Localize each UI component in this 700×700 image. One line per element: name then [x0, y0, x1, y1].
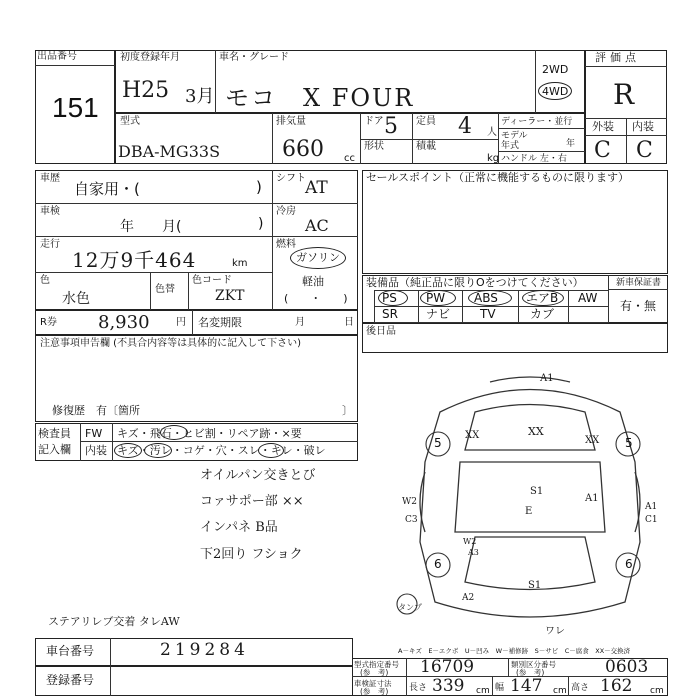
color-label: 色 [40, 275, 50, 286]
drive-4wd-circle [538, 82, 572, 100]
equip-ps: PS [382, 291, 397, 305]
recycle-box [35, 310, 358, 335]
size-sub: (参 考) [360, 687, 389, 696]
diag-mark-s1-rear: S1 [528, 580, 542, 591]
width-unit: cm [553, 686, 567, 696]
diag-mark-c3: C3 [405, 515, 418, 525]
ext-value: C [594, 138, 611, 163]
type-num-sub: (参 考) [360, 668, 389, 677]
int-value: C [636, 138, 653, 163]
note-line2: コァサポー部 ×× [200, 494, 304, 509]
lot-label: 出品番号 [37, 51, 77, 62]
color-code-value: ZKT [215, 288, 245, 304]
diag-mark-w2-inner: W2 [463, 537, 477, 546]
inspector-tag2: 内装 [85, 444, 107, 457]
mark-circle-3 [144, 443, 172, 458]
equip-navi: ナビ [426, 307, 451, 321]
diag-mark-a1-right: A1 [585, 493, 599, 504]
ext-label: 外装 [592, 120, 614, 133]
model-value: DBA-MG33S [118, 142, 221, 161]
mileage-unit: km [232, 258, 248, 269]
model-label: 型式 [120, 116, 140, 127]
color-code-label: 色コード [192, 275, 232, 286]
note-line1: オイルパン交きとび [200, 468, 316, 483]
equip-ps-circle [378, 290, 408, 306]
type-num-label: 型式指定番号 [354, 660, 399, 669]
door-value: 5 [384, 114, 398, 139]
width-value: 147 [510, 676, 543, 696]
eval-value: R [613, 78, 635, 111]
repair-close: 〕 [342, 404, 353, 417]
mark-circle-2 [114, 443, 142, 458]
fuel-other: ( ・ ) [284, 292, 348, 305]
equip-sr: SR [382, 307, 398, 321]
diag-mark-s1-center: S1 [530, 486, 544, 497]
mark-circle-4 [258, 443, 284, 458]
load-unit: kg [487, 153, 500, 164]
cap-unit: 人 [487, 127, 497, 138]
length-label: 長さ [409, 683, 428, 693]
ac-value: AC [305, 216, 329, 235]
warranty-label: 新車保証書 [616, 278, 662, 288]
term-day: 日 [344, 317, 354, 328]
reg-label: 初度登録年月 [120, 52, 180, 63]
equip-airbag: エアB [526, 291, 559, 305]
diag-mark-xx-2: XX [465, 430, 480, 441]
history-label: 車歴 [40, 173, 60, 184]
note-line4: 下2回り フショク [200, 547, 303, 562]
disp-value: 660 [282, 137, 324, 162]
color-value: 水色 [62, 291, 90, 307]
model-year-label: モデル [501, 131, 528, 141]
history-value: 自家用・( [74, 180, 140, 198]
inspector-tag1: FW [85, 427, 103, 440]
diag-mark-w2-left: W2 [402, 497, 417, 507]
car-label: 車名・グレード [219, 52, 289, 63]
diag-circle-5-right: 5 [625, 436, 633, 450]
diag-mark-xx-1: XX [528, 425, 544, 438]
remarks-box [362, 323, 668, 353]
reg-month: 3月 [185, 86, 215, 107]
height-value: 162 [600, 676, 633, 696]
ac-label: 冷房 [276, 206, 296, 217]
term-label: 名変期限 [198, 316, 242, 329]
diag-mark-xx-3: XX [585, 435, 600, 446]
diag-mark-a1-far-right: A1 [645, 502, 658, 512]
type-num-value: 16709 [420, 657, 475, 677]
reg-value: H25 [122, 78, 170, 103]
car-value: モコ X FOUR [225, 84, 415, 112]
diag-mark-a2-rear: A2 [462, 593, 475, 603]
disp-unit: cc [344, 153, 355, 164]
diag-mark-a1-top: A1 [540, 373, 554, 384]
inspection-value: 年 月( [120, 219, 182, 235]
recycle-unit: 円 [176, 317, 186, 328]
diag-mark-c1: C1 [645, 515, 658, 525]
equip-airbag-circle [522, 290, 564, 306]
model-year-label2: 年式 [501, 141, 520, 151]
handle-label: ハンドル 左・右 [501, 154, 567, 164]
class-num-value: 0603 [605, 657, 649, 677]
wheel-circles [397, 432, 640, 614]
equip-pw-circle [420, 290, 456, 306]
diag-circle-5-left: 5 [434, 436, 442, 450]
shift-label: シフト [276, 173, 306, 184]
shape-label: 形状 [364, 141, 384, 152]
recycle-label: R券 [40, 317, 57, 328]
diagram-legend: A－キズ E－エクボ U－凹み W－補修跡 S－サビ C－腐食 XX－交換済 [398, 647, 631, 655]
class-num-sub: (参 考) [516, 668, 545, 677]
mark-circle-1 [160, 425, 188, 440]
equip-kabu: カブ [530, 307, 555, 321]
fuel-label: 燃料 [276, 239, 296, 250]
shift-value: AT [305, 178, 328, 198]
lot-number: 151 [52, 92, 99, 123]
bottom-note: ステアリレブ交着 タレAW [48, 615, 180, 628]
inspector-row2: キズ・汚レ・コゲ・穴・スレ・キレ・破レ [117, 444, 326, 457]
remarks-label: 後日品 [366, 326, 396, 337]
chassis-label: 車台番号 [46, 644, 95, 658]
cap-label: 定員 [416, 116, 436, 127]
length-value: 339 [432, 676, 465, 696]
diag-circle-6-right: 6 [625, 557, 633, 571]
length-unit: cm [476, 686, 490, 696]
equip-pw: PW [426, 291, 446, 305]
int-label: 内装 [632, 120, 654, 133]
mileage-value: 12万9千464 [72, 248, 197, 272]
size-label: 車検証寸法 [354, 679, 392, 688]
load-label: 積載 [416, 141, 436, 152]
diag-spare: タンプ [398, 603, 422, 612]
inspector-row1: キズ・飛石・ヒビ割・リペア跡・×要 [117, 427, 302, 440]
term-month: 月 [295, 317, 305, 328]
equip-abs-circle [468, 290, 512, 306]
height-unit: cm [650, 686, 664, 696]
diag-mark-ware: ワレ [545, 626, 565, 637]
notes-label: 注意事項申告欄 (不具合内容等は具体的に記入して下さい) [40, 338, 301, 349]
eval-label: 評価点 [595, 51, 640, 64]
fuel-gas-circle [290, 247, 346, 269]
height-label: 高さ [571, 683, 590, 693]
chassis-value: 219284 [160, 640, 249, 660]
inspection-label: 車検 [40, 206, 60, 217]
inspection-close: ) [258, 216, 264, 232]
inspector-label1: 検査員 [38, 427, 71, 440]
width-label: 幅 [495, 683, 505, 693]
history-close: ) [256, 178, 262, 196]
dealer-label: ディーラー・並行 [501, 117, 573, 127]
recycle-value: 8,930 [98, 312, 150, 333]
fuel-gas: ガソリン [296, 251, 340, 264]
equip-abs: ABS [474, 291, 498, 305]
warranty-value: 有・無 [620, 299, 657, 313]
color-change-label: 色替 [155, 284, 175, 295]
disp-label: 排気量 [276, 116, 306, 127]
fuel-diesel: 軽油 [302, 275, 324, 288]
note-line3: インパネ B品 [200, 520, 278, 535]
class-num-label: 類別区分番号 [511, 660, 556, 669]
equip-tv: TV [480, 307, 496, 321]
drive-4wd: 4WD [542, 85, 569, 98]
mileage-label: 走行 [40, 239, 60, 250]
repair-label: 修復歴 有〔箇所 [52, 404, 140, 417]
inspector-label2: 記入欄 [38, 443, 71, 456]
reg-num-label: 登録番号 [46, 673, 95, 687]
equipment-label: 装備品（純正品に限りOをつけてください） [366, 276, 584, 289]
diag-circle-6-left: 6 [434, 557, 442, 571]
sales-box [362, 170, 668, 274]
diag-mark-e: E [525, 506, 533, 517]
sales-label: セールスポイント（正常に機能するものに限ります） [366, 171, 630, 184]
drive-2wd: 2WD [542, 63, 569, 76]
diag-mark-a3: A3 [468, 548, 479, 557]
cap-value: 4 [458, 114, 472, 139]
door-label: ドア [364, 116, 384, 127]
equip-aw: AW [578, 291, 598, 305]
year-unit: 年 [566, 139, 576, 149]
